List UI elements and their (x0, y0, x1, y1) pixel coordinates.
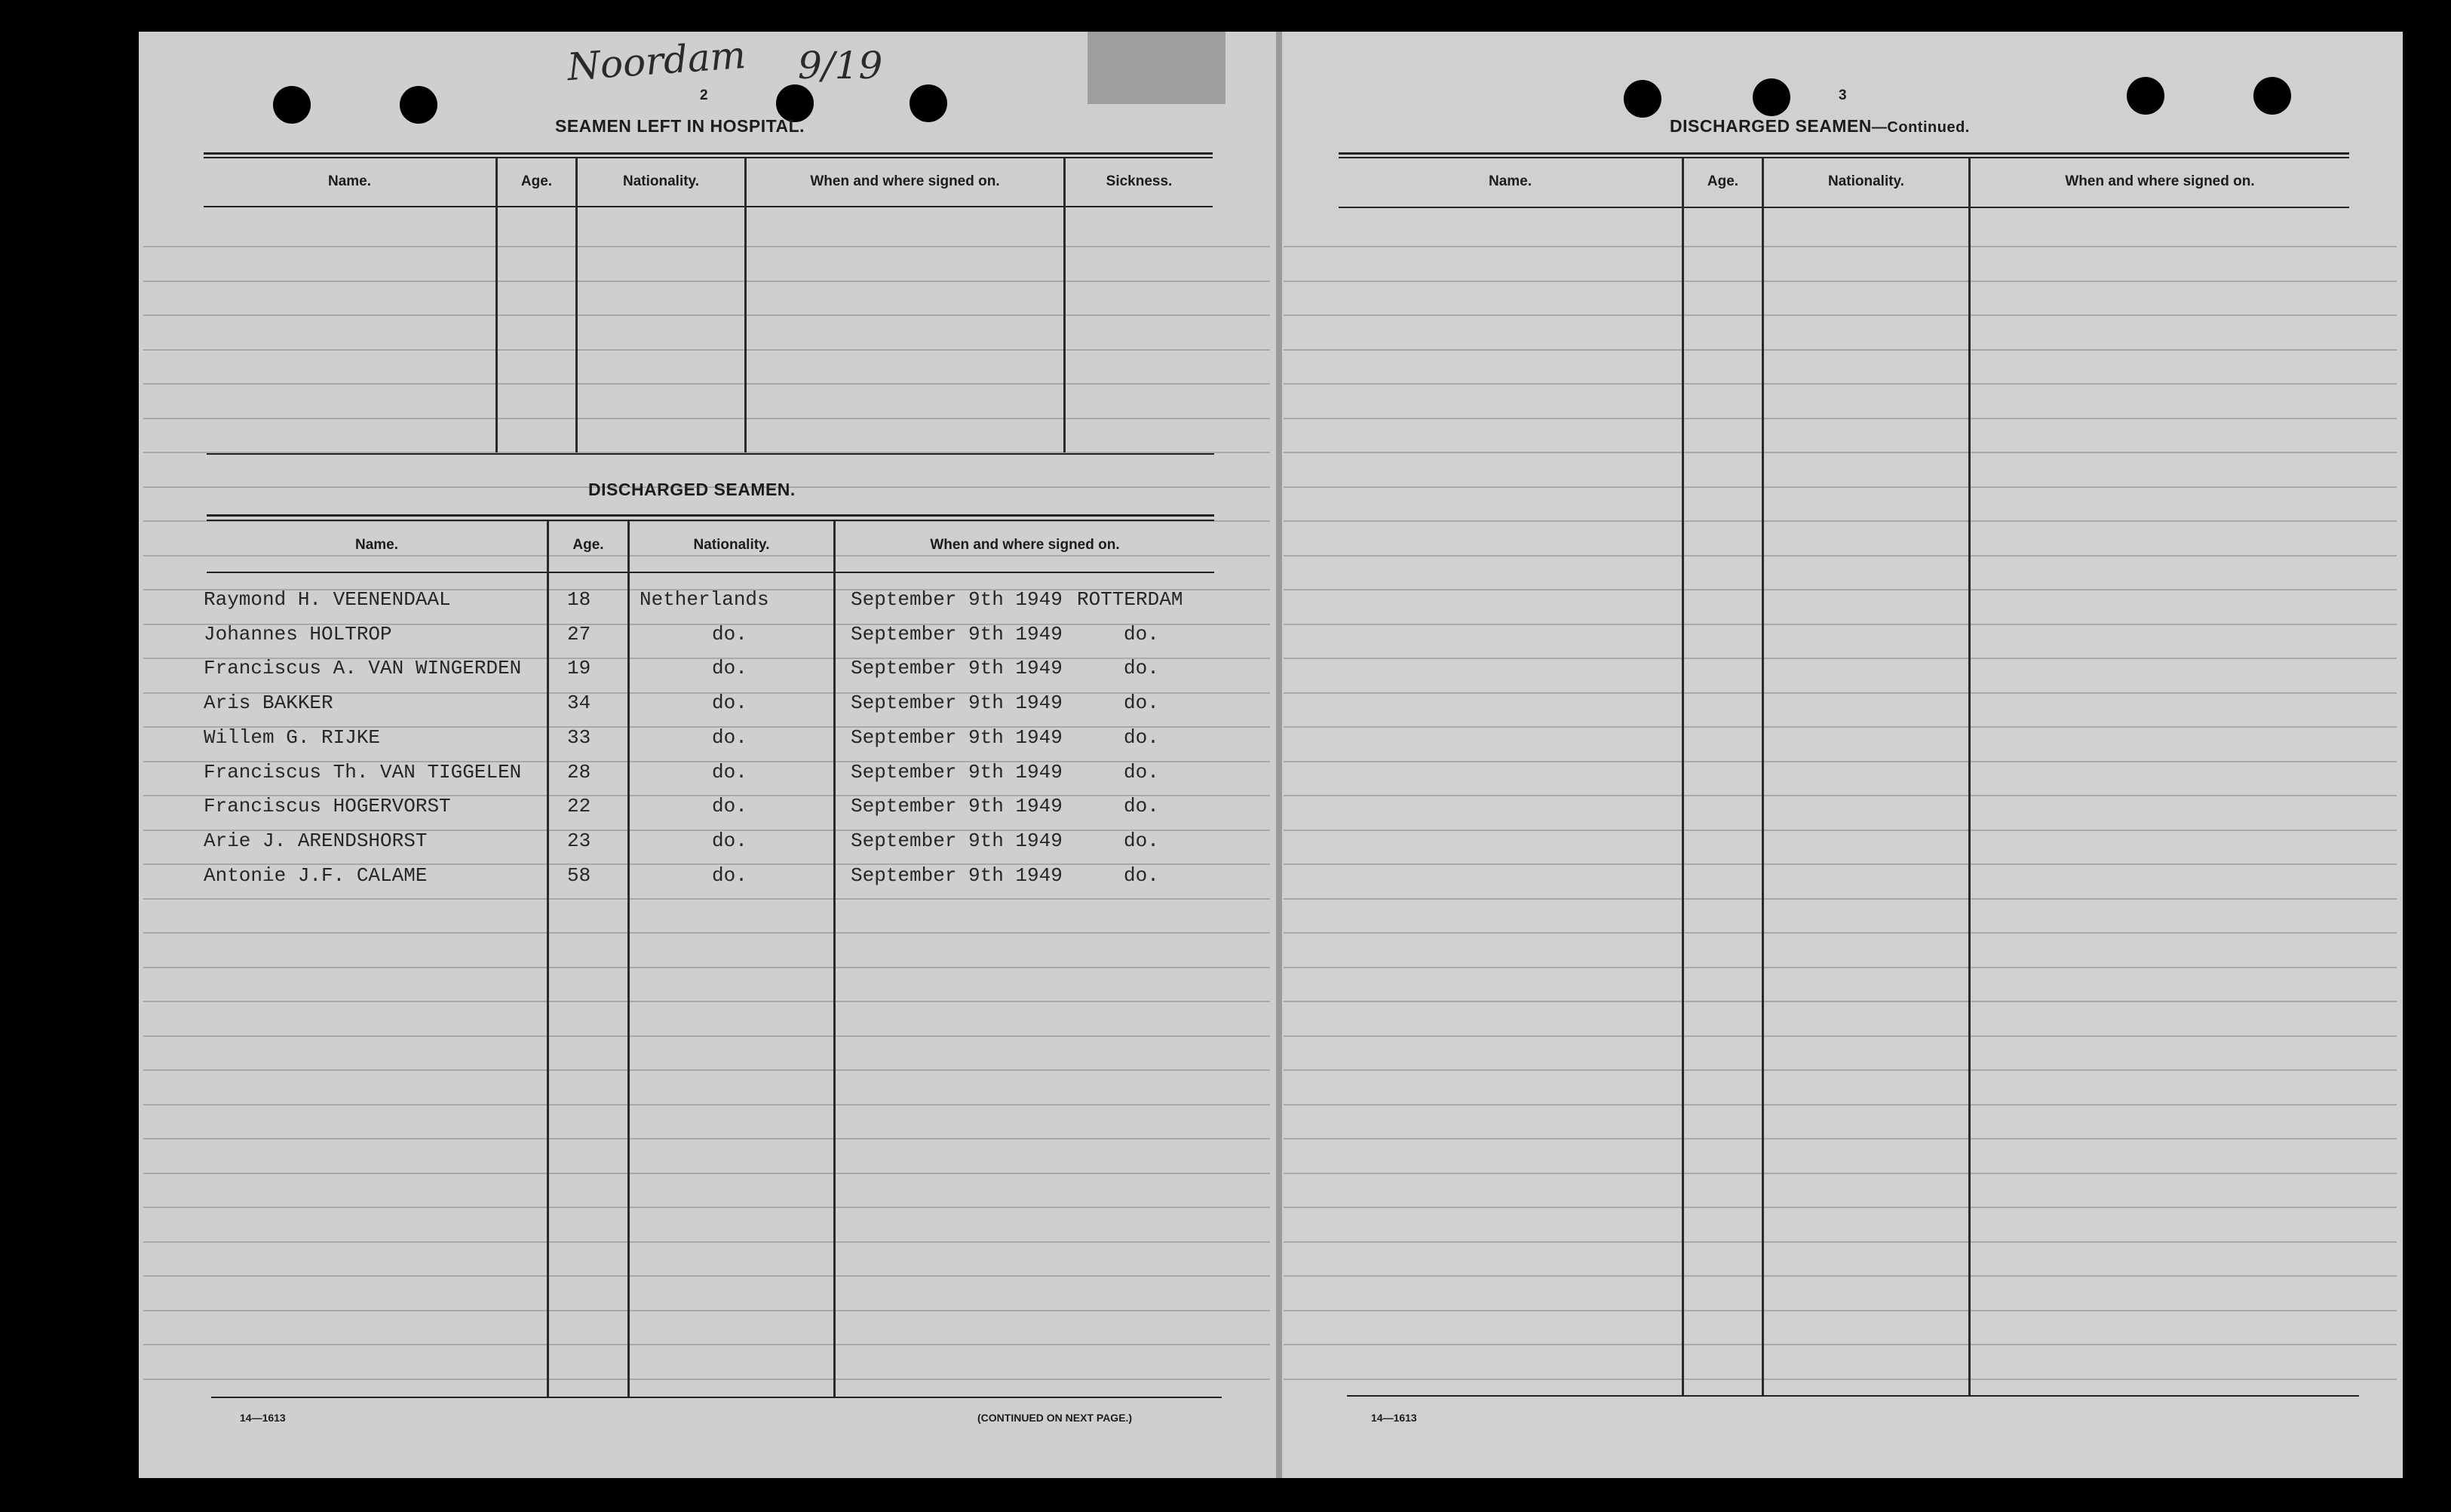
discharged-place-cell: do. (1124, 829, 1159, 852)
handwritten-date: 9/19 (798, 44, 883, 87)
ruled-line (1284, 314, 2397, 316)
punch-hole (2127, 77, 2164, 115)
ruled-line (1284, 452, 2397, 453)
ruled-line (143, 1379, 1270, 1380)
table-rule (204, 206, 1213, 207)
discharged-place-cell: do. (1124, 622, 1159, 646)
table-rule (207, 572, 1214, 573)
table-rule (207, 520, 1214, 521)
discharged-date-cell: September 9th 1949 (851, 795, 1063, 818)
ruled-line (143, 932, 1270, 934)
discharged-date-cell: September 9th 1949 (851, 692, 1063, 715)
right-col-signed-on: When and where signed on. (2065, 173, 2255, 189)
discharged-name-cell: Aris BAKKER (204, 692, 333, 715)
ruled-line (143, 1344, 1270, 1345)
ruled-line (1284, 281, 2397, 282)
ruled-line (1284, 795, 2397, 796)
ruled-line (1284, 932, 2397, 934)
discharged-nationality-cell: do. (712, 795, 747, 818)
ruled-line (143, 1138, 1270, 1139)
discharged-age-cell: 18 (567, 588, 591, 611)
hospital-col-name: Name. (327, 173, 372, 189)
table-rule (211, 1397, 1222, 1398)
ruled-line (143, 1275, 1270, 1277)
discharged-date-cell: September 9th 1949 (851, 588, 1063, 611)
ruled-line (1284, 830, 2397, 831)
column-divider (1682, 158, 1684, 1395)
ruled-line (143, 1310, 1270, 1311)
table-rule (204, 157, 1213, 158)
column-divider (547, 521, 549, 1397)
discharged-name-cell: Johannes HOLTROP (204, 622, 392, 646)
hospital-col-nationality: Nationality. (623, 173, 699, 189)
hospital-col-sickness: Sickness. (1106, 173, 1173, 189)
ruled-line (143, 1207, 1270, 1208)
right-title-suffix: —Continued. (1871, 119, 1970, 136)
ruled-line (1284, 1310, 2397, 1311)
discharged-place-cell: ROTTERDAM (1077, 588, 1183, 611)
discharged-nationality-cell: do. (712, 692, 747, 715)
ruled-line (1284, 1241, 2397, 1243)
right-page-title (1670, 116, 1970, 136)
discharged-section-title: DISCHARGED SEAMEN. (588, 480, 796, 499)
discharged-age-cell: 23 (567, 829, 591, 852)
ruled-line (143, 246, 1270, 247)
ruled-line (143, 418, 1270, 419)
table-rule (1339, 152, 2349, 155)
ruled-line (143, 898, 1270, 900)
discharged-name-cell: Franciscus A. VAN WINGERDEN (204, 657, 522, 680)
ruled-line (1284, 658, 2397, 659)
discharged-name-cell: Willem G. RIJKE (204, 725, 381, 749)
discharged-date-cell: September 9th 1949 (851, 863, 1063, 887)
discharged-nationality-cell: do. (712, 863, 747, 887)
ruled-line (1284, 349, 2397, 351)
ruled-line (1284, 1379, 2397, 1380)
column-divider (575, 158, 578, 452)
column-divider (495, 158, 498, 452)
discharged-nationality-cell: do. (712, 657, 747, 680)
continued-note: (CONTINUED ON NEXT PAGE.) (977, 1412, 1133, 1424)
punch-hole (1753, 78, 1790, 116)
ruled-line (143, 314, 1270, 316)
ruled-line (1284, 761, 2397, 762)
discharged-nationality-cell: do. (712, 760, 747, 784)
table-rule (1347, 1395, 2359, 1397)
discharged-age-cell: 22 (567, 795, 591, 818)
ruled-line (143, 1241, 1270, 1243)
ruled-line (1284, 1035, 2397, 1037)
discharged-place-cell: do. (1124, 657, 1159, 680)
ruled-line (1284, 383, 2397, 385)
ruled-line (1284, 1207, 2397, 1208)
ruled-line (1284, 967, 2397, 968)
right-title-main: DISCHARGED SEAMEN (1670, 116, 1872, 136)
discharged-nationality-cell: do. (712, 622, 747, 646)
right-col-nationality: Nationality. (1828, 173, 1904, 189)
ruled-line (143, 967, 1270, 968)
ruled-line (1284, 520, 2397, 522)
discharged-date-cell: September 9th 1949 (851, 829, 1063, 852)
hospital-col-signed-on: When and where signed on. (810, 173, 1000, 189)
discharged-age-cell: 33 (567, 725, 591, 749)
ruled-line (143, 555, 1270, 557)
ruled-line (143, 383, 1270, 385)
column-divider (1762, 158, 1764, 1395)
right-col-age: Age. (1707, 173, 1739, 189)
table-rule (1339, 207, 2349, 208)
ruled-line (1284, 726, 2397, 728)
discharged-date-cell: September 9th 1949 (851, 760, 1063, 784)
column-divider (1968, 158, 1971, 1395)
punch-hole (400, 86, 437, 124)
ruled-line (143, 1001, 1270, 1002)
ruled-line (143, 1035, 1270, 1037)
discharged-name-cell: Franciscus HOGERVORST (204, 795, 451, 818)
ruled-line (1284, 486, 2397, 488)
discharged-date-cell: September 9th 1949 (851, 622, 1063, 646)
discharged-age-cell: 58 (567, 863, 591, 887)
table-rule (207, 514, 1214, 517)
punch-hole (273, 86, 311, 124)
ruled-line (1284, 589, 2397, 590)
ruled-line (143, 281, 1270, 282)
left-page (139, 32, 1276, 1478)
ruled-line (1284, 624, 2397, 625)
discharged-place-cell: do. (1124, 692, 1159, 715)
hospital-col-age: Age. (520, 173, 553, 189)
discharged-nationality-cell: Netherlands (640, 588, 769, 611)
table-rule (204, 152, 1213, 155)
page-fold (1276, 32, 1282, 1478)
discharged-age-cell: 19 (567, 657, 591, 680)
table-rule (1339, 157, 2349, 158)
handwritten-ship-name: Noordam (566, 32, 747, 90)
discharged-col-name: Name. (354, 537, 399, 553)
discharged-nationality-cell: do. (712, 725, 747, 749)
discharged-age-cell: 27 (567, 622, 591, 646)
discharged-place-cell: do. (1124, 863, 1159, 887)
form-number-right: 14—1613 (1371, 1412, 1417, 1424)
discharged-place-cell: do. (1124, 795, 1159, 818)
punch-hole (2253, 77, 2291, 115)
right-page (1281, 32, 2403, 1478)
ruled-line (1284, 1138, 2397, 1139)
ruled-line (143, 1104, 1270, 1106)
discharged-age-cell: 28 (567, 760, 591, 784)
ruled-line (1284, 898, 2397, 900)
punch-hole (1624, 80, 1661, 118)
discharged-name-cell: Antonie J.F. CALAME (204, 863, 428, 887)
tape-mark (1087, 32, 1226, 104)
column-divider (1063, 158, 1066, 452)
form-number-left: 14—1613 (240, 1412, 286, 1424)
discharged-name-cell: Arie J. ARENDSHORST (204, 829, 428, 852)
punch-hole (910, 84, 947, 122)
ruled-line (1284, 1344, 2397, 1345)
ruled-line (143, 349, 1270, 351)
ruled-line (1284, 1069, 2397, 1071)
discharged-age-cell: 34 (567, 692, 591, 715)
discharged-name-cell: Raymond H. VEENENDAAL (204, 588, 451, 611)
discharged-date-cell: September 9th 1949 (851, 657, 1063, 680)
page-number-left: 2 (700, 87, 708, 103)
ruled-line (1284, 246, 2397, 247)
column-divider (627, 521, 630, 1397)
column-divider (833, 521, 836, 1397)
ruled-line (1284, 1104, 2397, 1106)
table-rule (207, 453, 1214, 455)
ruled-line (1284, 1173, 2397, 1174)
ruled-line (1284, 692, 2397, 694)
right-col-name: Name. (1488, 173, 1532, 189)
ruled-line (1284, 1275, 2397, 1277)
ruled-line (1284, 418, 2397, 419)
page-number-right: 3 (1839, 87, 1847, 103)
discharged-name-cell: Franciscus Th. VAN TIGGELEN (204, 760, 522, 784)
ruled-line (143, 1069, 1270, 1071)
discharged-nationality-cell: do. (712, 829, 747, 852)
discharged-place-cell: do. (1124, 725, 1159, 749)
ruled-line (1284, 1001, 2397, 1002)
discharged-place-cell: do. (1124, 760, 1159, 784)
discharged-col-nationality: Nationality. (693, 537, 770, 553)
discharged-col-age: Age. (572, 537, 604, 553)
ruled-line (1284, 555, 2397, 557)
discharged-col-signed-on: When and where signed on. (930, 537, 1120, 553)
discharged-date-cell: September 9th 1949 (851, 725, 1063, 749)
column-divider (744, 158, 747, 452)
hospital-section-title: SEAMEN LEFT IN HOSPITAL. (555, 116, 805, 136)
ruled-line (143, 1173, 1270, 1174)
ruled-line (1284, 863, 2397, 865)
